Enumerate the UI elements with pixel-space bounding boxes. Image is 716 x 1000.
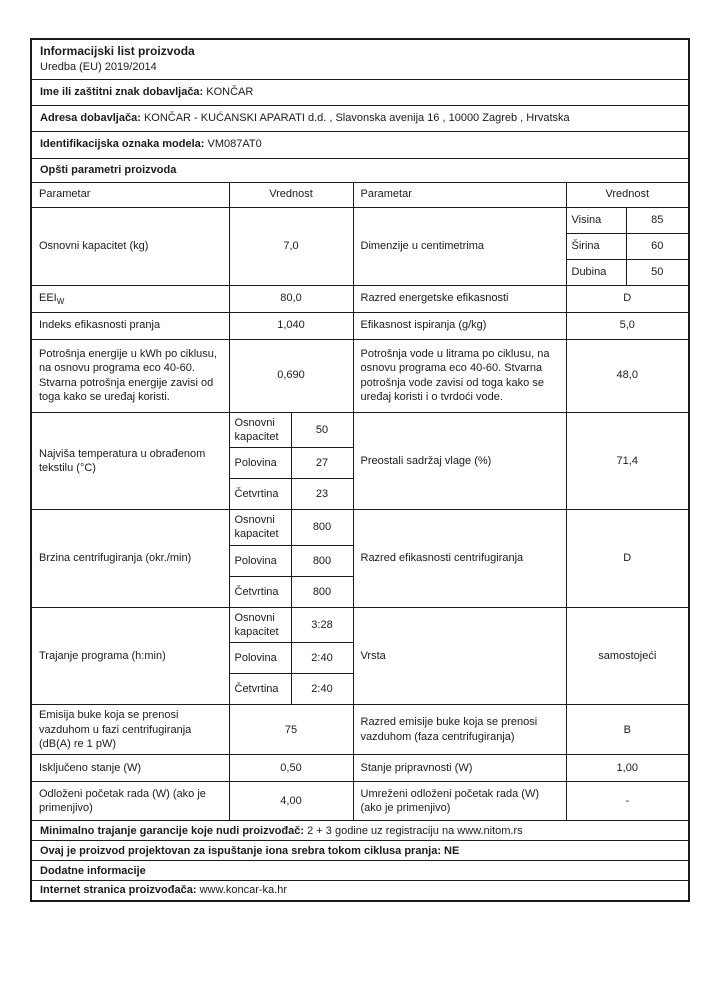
param-networked-delayed-start: Umreženi odloženi početak rada (W) (ako je primenjivo) — [353, 782, 566, 821]
value-noise: 75 — [229, 705, 353, 755]
row-duration-type — [31, 607, 689, 643]
supplier-label: Ime ili zaštitni znak dobavljača: — [40, 85, 204, 98]
spin-half-value: 800 — [291, 545, 353, 576]
spin-half-label: Polovina — [229, 545, 291, 576]
dim-height-value: 85 — [626, 207, 689, 233]
address-cell — [31, 105, 689, 131]
header-value-right: Vrednost — [566, 182, 689, 207]
param-spin-speed: Brzina centrifugiranja (okr./min) — [31, 510, 229, 608]
value-eei: 80,0 — [229, 285, 353, 312]
silver-ions-row — [31, 841, 689, 861]
value-water-consumption: 48,0 — [566, 339, 689, 412]
dim-depth-label: Dubina — [566, 259, 626, 285]
warranty-cell — [31, 821, 689, 841]
param-dimensions: Dimenzije u centimetrima — [353, 207, 566, 285]
row-offmode-standby — [31, 755, 689, 782]
spin-full-label: Osnovni kapacitet — [229, 510, 291, 546]
value-energy-class: D — [566, 285, 689, 312]
supplier-value: KONČAR — [206, 85, 254, 98]
value-energy-consumption: 0,690 — [229, 339, 353, 412]
maxtemp-full-value: 50 — [291, 412, 353, 448]
section-row — [31, 158, 689, 182]
row-energy-water-consumption — [31, 339, 689, 412]
header-param-left: Parametar — [31, 182, 229, 207]
maxtemp-full-label: Osnovni kapacitet — [229, 412, 291, 448]
param-moisture: Preostali sadržaj vlage (%) — [353, 412, 566, 510]
param-standby: Stanje pripravnosti (W) — [353, 755, 566, 782]
doc-regulation: Uredba (EU) 2019/2014 — [40, 61, 157, 74]
value-moisture: 71,4 — [566, 412, 689, 510]
param-noise-class: Razred emisije buke koja se prenosi vazduhom (faza centrifugiranja) — [353, 705, 566, 755]
dim-height-label: Visina — [566, 207, 626, 233]
value-delayed-start: 4,00 — [229, 782, 353, 821]
website-row — [31, 881, 689, 901]
value-spin-class: D — [566, 510, 689, 608]
param-duration: Trajanje programa (h:min) — [31, 607, 229, 705]
duration-full-value: 3:28 — [291, 607, 353, 643]
title-cell — [31, 39, 689, 79]
website-value: www.koncar-ka.hr — [199, 884, 287, 897]
row-delayedstart — [31, 782, 689, 821]
row-spinspeed-spinclass — [31, 510, 689, 546]
supplier-cell — [31, 79, 689, 105]
doc-title: Informacijski list proizvoda — [40, 43, 195, 58]
param-wash-index: Indeks efikasnosti pranja — [31, 312, 229, 339]
title-row — [31, 39, 689, 79]
website-cell — [31, 881, 689, 901]
param-noise: Emisija buke koja se prenosi vazduhom u fazi centrifugiranja (dB(A) re 1 pW) — [31, 705, 229, 755]
eei-subscript: W — [56, 297, 65, 307]
spin-quarter-label: Četvrtina — [229, 576, 291, 607]
warranty-row — [31, 821, 689, 841]
eei-base: EEI — [39, 292, 57, 305]
address-label: Adresa dobavljača: — [40, 111, 141, 124]
product-fiche-table — [30, 38, 690, 902]
duration-full-label: Osnovni kapacitet — [229, 607, 291, 643]
param-spin-class: Razred efikasnosti centrifugiranja — [353, 510, 566, 608]
param-rinse: Efikasnost ispiranja (g/kg) — [353, 312, 566, 339]
header-param-right: Parametar — [353, 182, 566, 207]
value-type: samostojeći — [566, 607, 689, 705]
model-row — [31, 131, 689, 158]
row-capacity-dimensions — [31, 207, 689, 233]
value-networked-delayed-start: - — [566, 782, 689, 821]
website-label: Internet stranica proizvođača: — [40, 884, 197, 897]
additional-info-row — [31, 861, 689, 881]
model-value: VM087AT0 — [207, 138, 262, 151]
param-delayed-start: Odloženi početak rada (W) (ako je primenjivo) — [31, 782, 229, 821]
param-energy-consumption: Potrošnja energije u kWh po ciklusu, na osnovu programa eco 40-60. Stvarna potrošnja energije zavisi od toga kako se uređaj koristi. — [31, 339, 229, 412]
param-water-consumption: Potrošnja vode u litrama po ciklusu, na osnovu programa eco 40-60. Stvarna potrošnja vode zavisi od toga kako se uređaj koristi i o tvrdoći vode. — [353, 339, 566, 412]
model-label: Identifikacijska oznaka modela: — [40, 138, 205, 151]
maxtemp-half-label: Polovina — [229, 448, 291, 479]
param-max-temp: Najviša temperatura u obrađenom tekstilu (°C) — [31, 412, 229, 510]
spin-quarter-value: 800 — [291, 576, 353, 607]
duration-quarter-label: Četvrtina — [229, 674, 291, 705]
supplier-row — [31, 79, 689, 105]
warranty-label: Minimalno trajanje garancije koje nudi proizvođač: — [40, 824, 305, 837]
column-header-row — [31, 182, 689, 207]
row-washindex-rinse — [31, 312, 689, 339]
value-capacity: 7,0 — [229, 207, 353, 285]
param-energy-class: Razred energetske efikasnosti — [353, 285, 566, 312]
warranty-value: 2 + 3 godine uz registraciju na www.nitom.rs — [307, 824, 523, 837]
param-off-mode: Isključeno stanje (W) — [31, 755, 229, 782]
maxtemp-quarter-label: Četvrtina — [229, 479, 291, 510]
row-eei-energyclass — [31, 285, 689, 312]
dim-width-value: 60 — [626, 233, 689, 259]
duration-half-label: Polovina — [229, 643, 291, 674]
section-title: Opšti parametri proizvoda — [31, 158, 689, 182]
param-type: Vrsta — [353, 607, 566, 705]
address-row — [31, 105, 689, 131]
row-maxtemp-moisture — [31, 412, 689, 448]
spin-full-value: 800 — [291, 510, 353, 546]
address-value: KONČAR - KUĆANSKI APARATI d.d. , Slavonska avenija 16 , 10000 Zagreb , Hrvatska — [143, 111, 570, 124]
value-rinse: 5,0 — [566, 312, 689, 339]
duration-quarter-value: 2:40 — [291, 674, 353, 705]
maxtemp-half-value: 27 — [291, 448, 353, 479]
silver-ions-text: Ovaj je proizvod projektovan za ispuštanje iona srebra tokom ciklusa pranja: NE — [31, 841, 689, 861]
duration-half-value: 2:40 — [291, 643, 353, 674]
model-cell — [31, 131, 689, 158]
dim-width-label: Širina — [566, 233, 626, 259]
value-off-mode: 0,50 — [229, 755, 353, 782]
value-noise-class: B — [566, 705, 689, 755]
additional-info-text: Dodatne informacije — [31, 861, 689, 881]
param-capacity: Osnovni kapacitet (kg) — [31, 207, 229, 285]
value-standby: 1,00 — [566, 755, 689, 782]
maxtemp-quarter-value: 23 — [291, 479, 353, 510]
value-wash-index: 1,040 — [229, 312, 353, 339]
param-eei — [31, 285, 229, 312]
header-value-left: Vrednost — [229, 182, 353, 207]
row-noise-noiseclass — [31, 705, 689, 755]
product-fiche — [30, 38, 688, 902]
dim-depth-value: 50 — [626, 259, 689, 285]
